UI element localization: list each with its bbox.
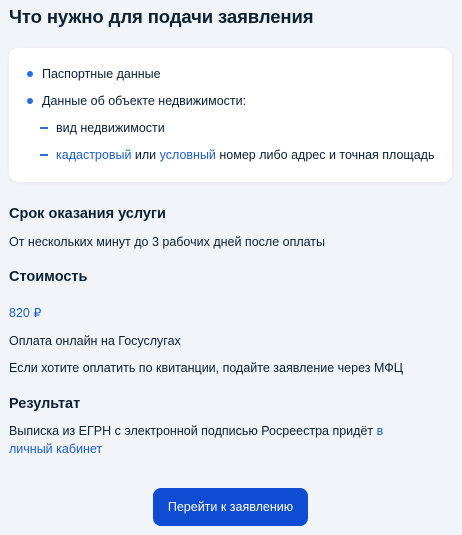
cadastral-number-link[interactable]: кадастровый (56, 148, 132, 162)
result-text (9, 422, 429, 458)
bullet-dash-icon (40, 154, 48, 156)
subitem-property-type (56, 120, 165, 136)
result-description: Выписка из ЕГРН с электронной подписью Росреестра придёт (9, 424, 377, 438)
conditional-number-link[interactable]: условный (159, 148, 216, 162)
bullet-dash-icon (40, 127, 48, 129)
requirement-label: Паспортные данные (42, 67, 161, 81)
cost-title: Стоимость (9, 269, 88, 285)
subitem-label: вид недвижимости (56, 121, 165, 135)
bullet-dot-icon (27, 71, 33, 77)
or-text: или (131, 148, 160, 162)
subitem-rest-text: номер либо адрес и точная площадь (215, 148, 435, 162)
bullet-dot-icon (27, 98, 33, 104)
subitem-number (56, 147, 434, 163)
requirement-item-passport (42, 66, 161, 82)
personal-account-link[interactable]: в личный кабинет (9, 424, 384, 456)
go-to-application-button[interactable]: Перейти к заявлению (153, 488, 308, 526)
online-payment-text: Оплата онлайн на Госуслугах (9, 334, 181, 348)
requirement-label: Данные об объекте недвижимости: (42, 94, 247, 108)
page-title: Что нужно для подачи заявления (9, 6, 314, 27)
term-text: От нескольких минут до 3 рабочих дней после оплаты (9, 235, 326, 249)
price-value: 820 ₽ (9, 306, 42, 320)
requirement-item-property (42, 93, 246, 109)
term-title: Срок оказания услуги (9, 206, 166, 222)
result-title: Результат (9, 396, 81, 412)
requirements-card (9, 48, 452, 182)
receipt-payment-text: Если хотите оплатить по квитанции, подайте заявление через МФЦ (9, 361, 403, 375)
